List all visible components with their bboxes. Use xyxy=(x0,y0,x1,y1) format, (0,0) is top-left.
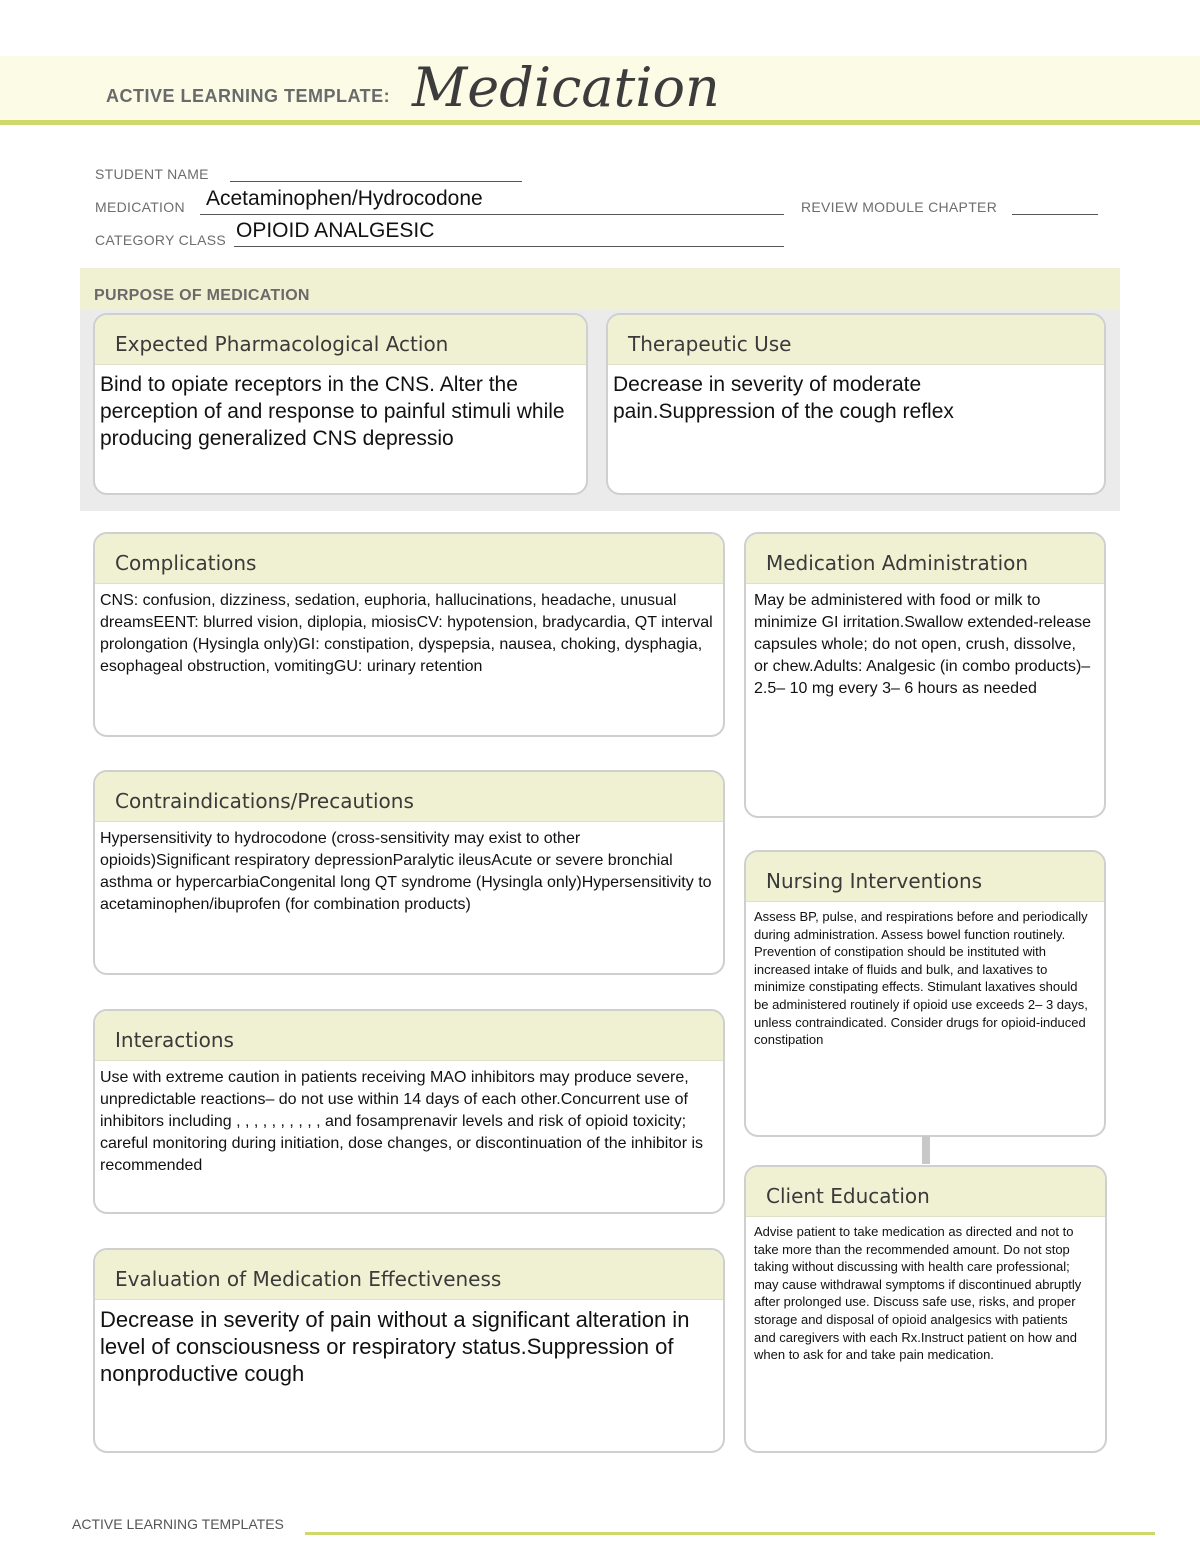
client-education-title: Client Education xyxy=(766,1184,930,1208)
administration-title: Medication Administration xyxy=(766,551,1029,575)
nursing-interventions-text: Assess BP, pulse, and respirations before and periodically during administration. Assess bowel function routinely. Prevention of constipation should be instituted with increased intake of fluids and bulk, and laxatives to minimize constipating effects. Stimulant laxatives should be administered routinely if opioid use exceeds 2– 3 days, unless contraindicated. Consider drugs for opioid-induced constipation xyxy=(754,909,1088,1048)
nursing-interventions-title: Nursing Interventions xyxy=(766,869,983,893)
contraindications-header xyxy=(95,772,723,822)
client-education-text: Advise patient to take medication as directed and not to take more than the recommended amount. Do not stop taking without discussing with health care professional; may cause withdrawal symptoms if discontinued abruptly after prolonged use. Discuss safe use, risks, and proper storage and disposal of opioid analgesics with patients and caregivers with each Rx.Instruct patient on how and when to ask for and take pain medication. xyxy=(754,1224,1082,1363)
footer-rule xyxy=(305,1532,1155,1535)
template-label: ACTIVE LEARNING TEMPLATE: xyxy=(106,86,391,106)
interactions-header xyxy=(95,1011,723,1061)
category-class-label: CATEGORY CLASS xyxy=(95,232,227,248)
medication-value[interactable]: Acetaminophen/Hydrocodone xyxy=(206,187,483,210)
connector-bar xyxy=(922,1136,930,1164)
expected-action-text: Bind to opiate receptors in the CNS. Alter the perception of and response to painful stimuli while producing generalized CNS depressio xyxy=(100,373,565,450)
complications-header xyxy=(95,534,723,584)
administration-header xyxy=(746,534,1104,584)
expected-action-card xyxy=(93,313,588,495)
interactions-card xyxy=(93,1009,725,1214)
complications-title: Complications xyxy=(115,551,257,575)
category-class-value[interactable]: OPIOID ANALGESIC xyxy=(236,219,435,242)
client-education-header xyxy=(746,1167,1105,1217)
expected-action-header xyxy=(95,315,586,365)
client-education-card xyxy=(744,1165,1107,1453)
evaluation-title: Evaluation of Medication Effectiveness xyxy=(115,1267,502,1291)
medication-label: MEDICATION xyxy=(95,199,185,215)
complications-text: CNS: confusion, dizziness, sedation, euphoria, hallucinations, headache, unusual dreamsEENT: blurred vision, diplopia, miosisCV: hypotension, bradycardia, QT interval prolongation (Hysingla only)GI: constipation, dyspepsia, nausea, choking, dysphagia, esophageal obstruction, vomitingGU: urinary retention xyxy=(100,592,713,675)
therapeutic-use-header xyxy=(608,315,1104,365)
therapeutic-use-card xyxy=(606,313,1106,495)
evaluation-header xyxy=(95,1250,723,1300)
evaluation-card xyxy=(93,1248,725,1453)
medication-underline xyxy=(200,214,784,215)
page-title: Medication xyxy=(412,56,720,119)
nursing-interventions-card xyxy=(744,850,1106,1137)
contraindications-card xyxy=(93,770,725,975)
contraindications-text: Hypersensitivity to hydrocodone (cross-sensitivity may exist to other opioids)Significant respiratory depressionParalytic ileusAcute or severe bronchial asthma or hypercarbiaCongenital long QT syndrome (Hysingla only)Hypersensitivity to acetaminophen/ibuprofen (for combination products) xyxy=(100,830,712,913)
therapeutic-use-text: Decrease in severity of moderate pain.Suppression of the cough reflex xyxy=(613,373,954,423)
administration-text: May be administered with food or milk to minimize GI irritation.Swallow extended-release capsules whole; do not open, crush, dissolve, or chew.Adults: Analgesic (in combo products)– 2.5– 10 mg every 3– 6 hours as needed xyxy=(754,592,1092,697)
interactions-title: Interactions xyxy=(115,1028,234,1052)
purpose-title: PURPOSE OF MEDICATION xyxy=(94,287,310,304)
expected-action-title: Expected Pharmacological Action xyxy=(115,332,449,356)
evaluation-text: Decrease in severity of pain without a significant alteration in level of consciousness or respiratory status.Suppression of nonproductive cough xyxy=(100,1307,690,1386)
nursing-interventions-header xyxy=(746,852,1104,902)
category-class-underline xyxy=(234,246,784,247)
therapeutic-use-title: Therapeutic Use xyxy=(628,332,792,356)
footer-text: ACTIVE LEARNING TEMPLATES xyxy=(72,1516,284,1532)
review-module-label: REVIEW MODULE CHAPTER xyxy=(801,199,998,215)
header-rule xyxy=(0,120,1200,125)
contraindications-title: Contraindications/Precautions xyxy=(115,789,414,813)
student-name-field[interactable] xyxy=(230,181,522,182)
administration-card xyxy=(744,532,1106,818)
complications-card xyxy=(93,532,725,737)
interactions-text: Use with extreme caution in patients receiving MAO inhibitors may produce severe, unpredictable reactions– do not use within 14 days of each other.Concurrent use of inhibitors including , , , , , , , , , , and fosamprenavir levels and risk of opioid toxicity; careful monitoring during initiation, dose changes, or discontinuation of the inhibitor is recommended xyxy=(100,1069,704,1174)
student-name-label: STUDENT NAME xyxy=(95,166,209,182)
review-module-field[interactable] xyxy=(1012,214,1098,215)
